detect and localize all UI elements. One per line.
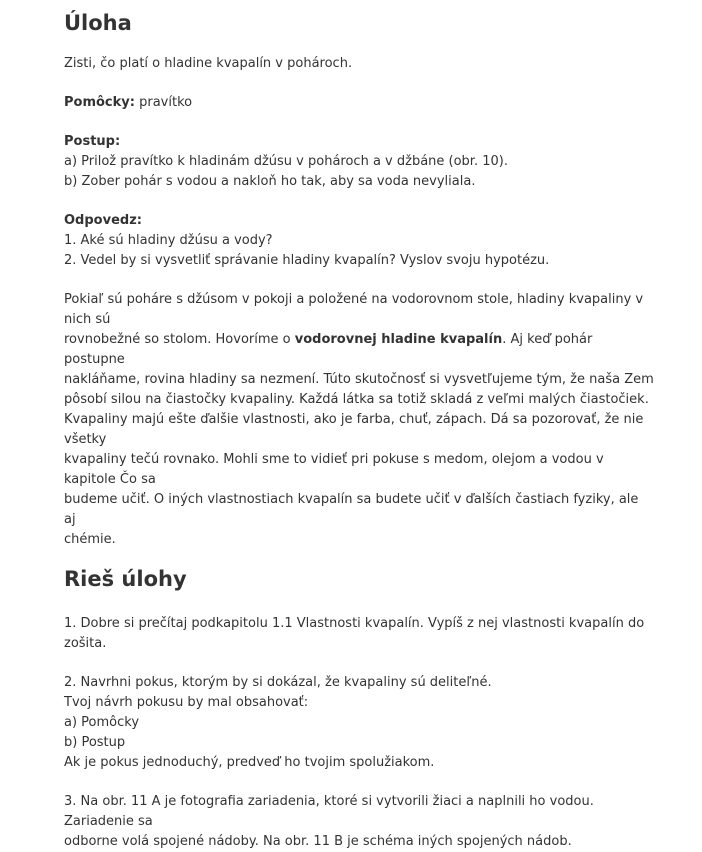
explanation-line: Kvapaliny majú ešte ďalšie vlastnosti, ako je farba, chuť, zápach. Dá sa pozorovať, že nie všetky bbox=[64, 412, 644, 447]
explanation-line: kvapaliny tečú rovnako. Mohli sme to vidieť pri pokuse s medom, olejom a vodou v kapitole Čo sa bbox=[64, 452, 604, 487]
answer-label: Odpovedz: bbox=[64, 213, 142, 228]
exercise-line: Tvoj návrh pokusu by mal obsahovať: bbox=[64, 695, 309, 710]
explanation-line: nakláňame, rovina hladiny sa nezmení. Túto skutočnosť si vysvetľujeme tým, že naša Zem bbox=[64, 372, 654, 387]
exercise-2 bbox=[64, 673, 654, 773]
task-intro: Zisti, čo platí o hladine kvapalín v pohároch. bbox=[64, 56, 353, 71]
explanation-line: pôsobí silou na čiastočky kvapaliny. Každá látka sa totiž skladá z veľmi malých čiastočiek. bbox=[64, 392, 649, 407]
explanation-line: rovnobežné so stolom. Hovoríme o vodorovnej hladine kvapalín. Aj keď pohár postupne bbox=[64, 332, 593, 367]
exercise-line: 2. Navrhni pokus, ktorým by si dokázal, že kvapaliny sú deliteľné. bbox=[64, 675, 492, 690]
explanation-paragraph bbox=[64, 290, 654, 550]
exercise-line: a) Pomôcky bbox=[64, 715, 140, 730]
section-title-exercises: Rieš úlohy bbox=[64, 567, 187, 591]
exercise-3 bbox=[64, 792, 654, 852]
tools-value: pravítko bbox=[134, 95, 193, 110]
explanation-line: Pokiaľ sú poháre s džúsom v pokoji a položené na vodorovnom stole, hladiny kvapaliny v nich sú bbox=[64, 292, 644, 327]
exercise-line: Ak je pokus jednoduchý, predveď ho tvojim spolužiakom. bbox=[64, 755, 435, 770]
exercise-1: 1. Dobre si prečítaj podkapitolu 1.1 Vlastnosti kvapalín. Vypíš z nej vlastnosti kvapalín do zošita. bbox=[64, 616, 645, 651]
procedure-item: b) Zober pohár s vodou a nakloň ho tak, aby sa voda nevyliala. bbox=[64, 174, 476, 189]
answer-item: 2. Vedel by si vysvetliť správanie hladiny kvapalín? Vyslov svoju hypotézu. bbox=[64, 253, 550, 268]
explanation-line: budeme učiť. O iných vlastnostiach kvapalín sa budete učiť v ďalších častiach fyziky, ale aj bbox=[64, 492, 639, 527]
exercise-line: odborne volá spojené nádoby. Na obr. 11 B je schéma iných spojených nádob. bbox=[64, 834, 572, 849]
procedure-item: a) Prilož pravítko k hladinám džúsu v pohároch a v džbáne (obr. 10). bbox=[64, 154, 508, 169]
key-term: vodorovnej hladine kvapalín bbox=[294, 332, 503, 347]
answer-item: 1. Aké sú hladiny džúsu a vody? bbox=[64, 233, 273, 248]
procedure-label: Postup: bbox=[64, 134, 121, 149]
exercise-line: b) Postup bbox=[64, 735, 126, 750]
explanation-line: chémie. bbox=[64, 532, 116, 547]
exercise-line: 3. Na obr. 11 A je fotografia zariadenia, ktoré si vytvorili žiaci a naplnili ho vodou. Zariadenie sa bbox=[64, 794, 594, 829]
tools-label: Pomôcky: bbox=[64, 95, 135, 110]
tools-line bbox=[64, 93, 654, 113]
section-title-task: Úloha bbox=[64, 11, 132, 35]
